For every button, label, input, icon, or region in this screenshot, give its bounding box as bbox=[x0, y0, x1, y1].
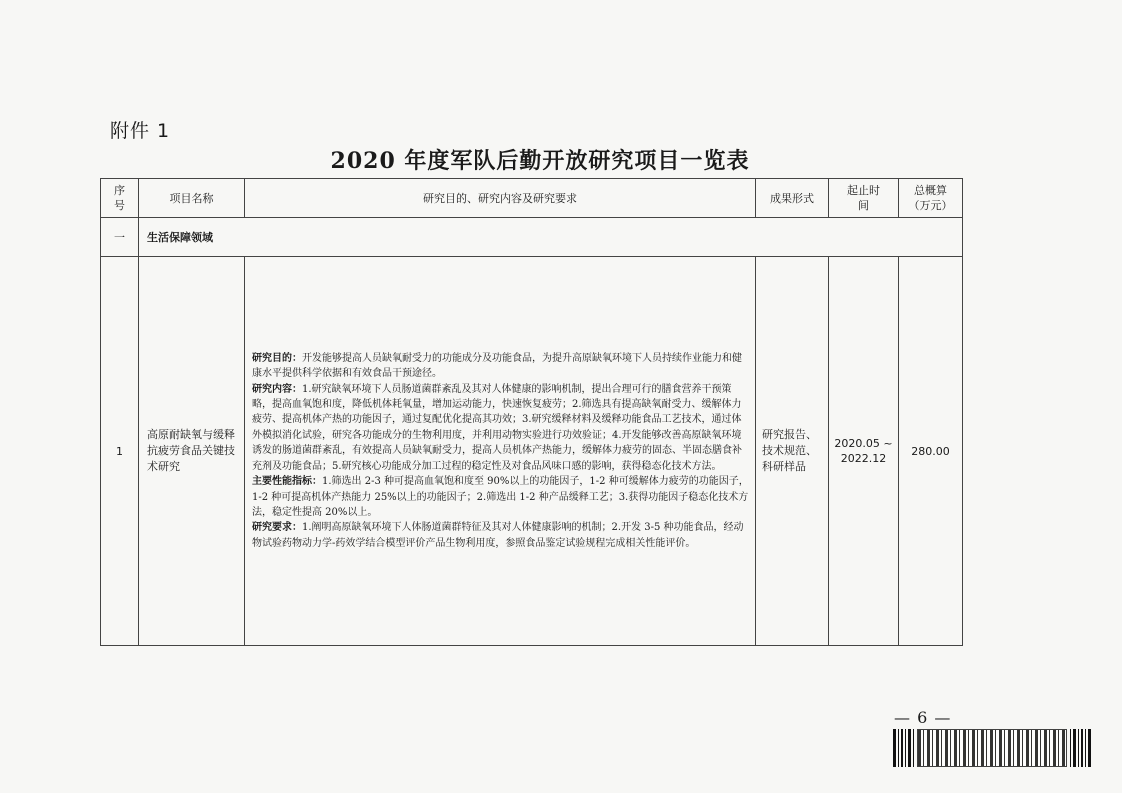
header-period: 起止时间 bbox=[829, 179, 899, 218]
matrix-code-icon bbox=[917, 729, 1067, 767]
header-name: 项目名称 bbox=[139, 179, 245, 218]
content-text: 1.研究缺氧环境下人员肠道菌群紊乱及其对人体健康的影响机制，提出合理可行的膳食营养干预策略，提高血氧饱和度，降低机体耗氧量，增加运动能力，快速恢复疲劳；2.筛选具有提高缺氧耐受力、缓解体力疲劳、提高机体产热的功能因子，通过复配优化提高其功效；3.研究缓释材料及缓释功能食品工艺技术，通过体外模拟消化试验，研究各功能成分的生物利用度，并利用动物实验进行功效验证；4.开发能够改善高原缺氧环境诱发的肠道菌群紊乱，有效提高人员缺氧耐受力，提高人员机体产热能力，缓解体力疲劳的固态、半固态膳食补充剂及功能食品；5.研究核心功能成分加工过程的稳定性及对食品风味口感的影响，获得稳态化技术方法。 bbox=[252, 383, 742, 472]
section-number: 一 bbox=[101, 218, 139, 257]
purpose-text: 开发能够提高人员缺氧耐受力的功能成分及功能食品，为提升高原缺氧环境下人员持续作业能力和健康水平提供科学依据和有效食品干预途径。 bbox=[252, 352, 742, 380]
header-budget: 总概算（万元） bbox=[899, 179, 963, 218]
document-title: 2020 年度军队后勤开放研究项目一览表 bbox=[330, 148, 750, 174]
barcode-left-bars bbox=[893, 729, 914, 767]
requirements-text: 1.阐明高原缺氧环境下人体肠道菌群特征及其对人体健康影响的机制；2.开发 3-5 种功能食品，经动物试验药物动力学-药效学结合模型评价产品生物利用度，参照食品鉴定试验规程完成相关性能评价。 bbox=[252, 522, 744, 549]
projects-table bbox=[100, 178, 963, 646]
section-name: 生活保障领域 bbox=[139, 218, 963, 257]
indicators-text: 1.筛选出 2-3 种可提高血氧饱和度至 90%以上的功能因子，1-2 种可缓解体力疲劳的功能因子，1-2 种可提高机体产热能力 25%以上的功能因子；2.筛选出 1-2 种产品缓释工艺；3.获得功能因子稳态化技术方法，稳定性提高 20%以上。 bbox=[252, 476, 749, 518]
project-outcome: 研究报告、技术规范、科研样品 bbox=[756, 257, 829, 646]
project-description bbox=[245, 257, 756, 646]
indicators-label: 主要性能指标： bbox=[252, 476, 322, 488]
header-content: 研究目的、研究内容及研究要求 bbox=[245, 179, 756, 218]
page-number: — 6 — bbox=[894, 708, 952, 727]
purpose-label: 研究目的： bbox=[252, 352, 302, 364]
section-row bbox=[101, 218, 963, 257]
content-label: 研究内容： bbox=[252, 383, 302, 395]
barcode-icon bbox=[893, 729, 1091, 767]
header-seq: 序号 bbox=[101, 179, 139, 218]
annex-label: 附件 1 bbox=[110, 120, 171, 142]
project-name: 高原耐缺氧与缓释抗疲劳食品关键技术研究 bbox=[139, 257, 245, 646]
project-seq: 1 bbox=[101, 257, 139, 646]
project-budget: 280.00 bbox=[899, 257, 963, 646]
project-period: 2020.05 ~ 2022.12 bbox=[829, 257, 899, 646]
requirements-label: 研究要求： bbox=[252, 522, 302, 534]
barcode-right-bars bbox=[1070, 729, 1091, 767]
header-outcome: 成果形式 bbox=[756, 179, 829, 218]
table-row bbox=[101, 257, 963, 646]
table-header-row bbox=[101, 179, 963, 218]
